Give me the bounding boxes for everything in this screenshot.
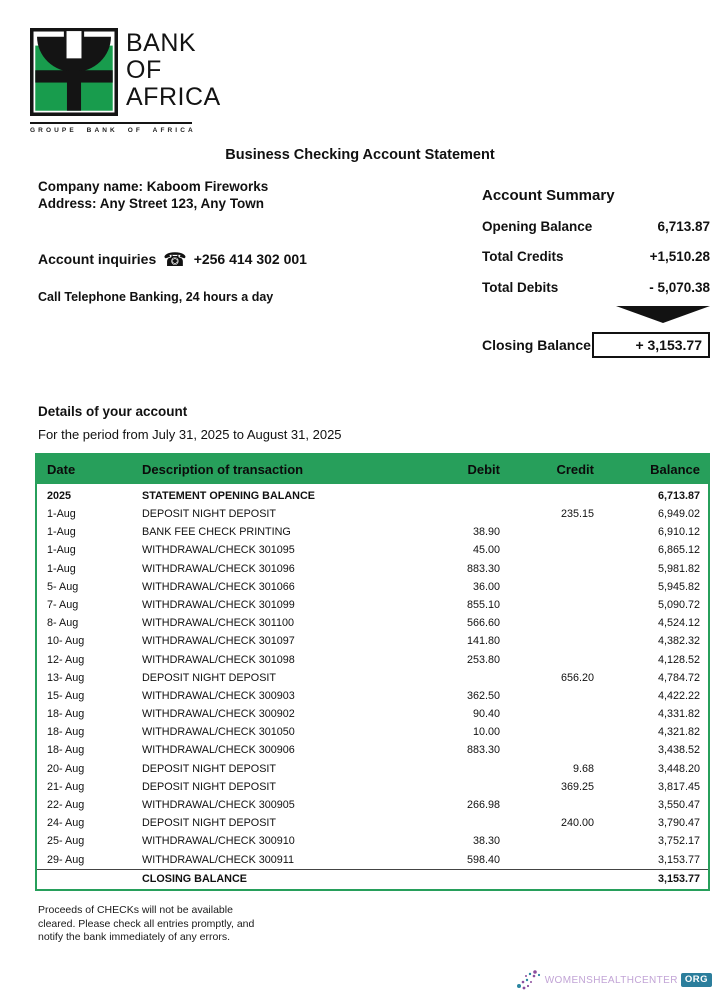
table-row (37, 723, 708, 741)
cell-credit: 369.25 (560, 780, 594, 793)
telephone-banking-line: Call Telephone Banking, 24 hours a day (38, 290, 274, 304)
cell-date: 13- Aug (47, 671, 85, 684)
bank-name-line3: AFRICA (126, 83, 221, 111)
cell-debit: 90.40 (472, 708, 500, 721)
table-row (37, 560, 708, 578)
statement-period: For the period from July 31, 2025 to August 31, 2025 (38, 427, 342, 442)
arrow-down-icon (616, 306, 710, 323)
cell-date: 21- Aug (47, 780, 85, 793)
cell-credit (502, 632, 602, 650)
summary-row (482, 279, 710, 296)
cell-credit (502, 523, 602, 541)
cell-debit: 362.50 (466, 689, 500, 702)
cell-date: 15- Aug (47, 689, 85, 702)
cell-debit: 36.00 (472, 580, 500, 593)
summary-row-label: Total Credits (482, 249, 564, 264)
table-row (37, 651, 708, 669)
cell-credit (502, 541, 602, 559)
cell-debit (407, 669, 502, 687)
cell-balance: 3,550.47 (657, 799, 700, 811)
summary-row-label: Total Debits (482, 279, 559, 295)
cell-date: 12- Aug (47, 653, 85, 666)
cell-credit (502, 578, 602, 596)
cell-credit: 235.15 (560, 508, 594, 520)
cell-balance: 3,752.17 (657, 835, 700, 848)
cell-balance: 3,153.77 (657, 872, 700, 885)
cell-debit: 141.80 (466, 635, 500, 648)
bank-name (126, 30, 221, 111)
table-row (37, 578, 708, 596)
notice-line: Proceeds of CHECKs will not be available (38, 904, 233, 916)
column-header-debit: Debit (467, 462, 500, 477)
cell-debit: 855.10 (466, 598, 500, 611)
table-row (37, 741, 708, 759)
company-name: Company name: Kaboom Fireworks (38, 179, 269, 194)
account-summary-rows (482, 218, 710, 296)
cell-description: CLOSING BALANCE (142, 872, 247, 885)
bank-of-africa-logo-icon (30, 28, 118, 116)
summary-row-label: Opening Balance (482, 218, 593, 234)
cell-date: 20- Aug (47, 762, 85, 775)
column-header-date: Date (47, 462, 76, 477)
cell-description: WITHDRAWAL/CHECK 301099 (142, 598, 295, 611)
cell-debit (407, 487, 502, 505)
inquiries-phone-number: +256 414 302 001 (193, 251, 307, 267)
cell-credit (502, 796, 602, 814)
table-row (37, 596, 708, 614)
watermark (516, 969, 712, 991)
cell-balance: 4,331.82 (657, 708, 700, 721)
cell-balance: 3,790.47 (657, 817, 700, 830)
cell-balance: 5,090.72 (657, 598, 700, 611)
cell-credit (502, 851, 602, 869)
cell-date: 18- Aug (47, 726, 85, 739)
cell-date: 1-Aug (47, 526, 76, 539)
brand-tagline: GROUPE BANK OF AFRICA (30, 127, 196, 134)
cell-credit (502, 560, 602, 578)
table-row (37, 669, 708, 687)
closing-balance-label: Closing Balance (482, 336, 591, 353)
cell-description: WITHDRAWAL/CHECK 300905 (142, 799, 295, 811)
table-row (37, 851, 708, 869)
cell-description: WITHDRAWAL/CHECK 301097 (142, 635, 295, 648)
table-row (37, 541, 708, 559)
customer-info (38, 179, 268, 212)
table-row (37, 705, 708, 723)
cell-date (37, 870, 137, 889)
cell-debit (407, 814, 502, 832)
cell-balance: 6,910.12 (657, 526, 700, 539)
cell-balance: 4,422.22 (657, 689, 700, 702)
cell-balance: 3,438.52 (657, 744, 700, 757)
cell-date: 22- Aug (47, 799, 85, 811)
transactions-table-header (37, 455, 708, 484)
cell-date: 8- Aug (47, 617, 79, 630)
cell-credit (502, 596, 602, 614)
cell-balance: 6,713.87 (657, 490, 700, 502)
bank-name-line1: BANK (126, 29, 197, 57)
notice-line: notify the bank immediately of any errors. (38, 931, 231, 943)
cell-debit (407, 778, 502, 796)
account-summary (482, 187, 710, 358)
cell-balance: 3,448.20 (657, 762, 700, 775)
cell-date: 25- Aug (47, 835, 85, 848)
company-address: Address: Any Street 123, Any Town (38, 195, 265, 211)
bank-brand (30, 28, 230, 134)
cell-description: DEPOSIT NIGHT DEPOSIT (142, 780, 276, 793)
summary-row-value: 6,713.87 (657, 218, 710, 234)
table-row (37, 760, 708, 778)
cell-credit (502, 741, 602, 759)
cell-description: WITHDRAWAL/CHECK 301095 (142, 544, 295, 557)
summary-row-value: +1,510.28 (649, 249, 710, 264)
cell-credit: 9.68 (572, 762, 594, 775)
cell-debit: 38.30 (472, 835, 500, 848)
cell-debit (407, 870, 502, 889)
cell-credit: 656.20 (560, 671, 594, 684)
cell-balance: 6,865.12 (657, 544, 700, 557)
table-row (37, 869, 708, 889)
cell-balance: 5,945.82 (657, 580, 700, 593)
cell-date: 18- Aug (47, 744, 85, 757)
closing-balance-value: + 3,153.77 (592, 332, 710, 358)
cell-date: 7- Aug (47, 598, 79, 611)
cell-description: WITHDRAWAL/CHECK 300902 (142, 708, 295, 721)
summary-row (482, 248, 710, 265)
cell-debit (407, 505, 502, 523)
column-header-description: Description of transaction (142, 462, 304, 477)
cell-debit: 598.40 (466, 853, 500, 866)
cell-debit: 266.98 (466, 799, 500, 811)
table-row (37, 832, 708, 850)
cell-balance: 4,784.72 (657, 671, 700, 684)
cell-description: DEPOSIT NIGHT DEPOSIT (142, 671, 276, 684)
cell-credit (502, 687, 602, 705)
cell-date: 29- Aug (47, 853, 85, 866)
column-header-balance: Balance (650, 462, 700, 477)
cell-description: DEPOSIT NIGHT DEPOSIT (142, 762, 276, 775)
cell-debit: 883.30 (466, 562, 500, 575)
table-row (37, 523, 708, 541)
account-inquiries-label: Account inquiries (38, 251, 157, 267)
bank-name-line2: OF (126, 56, 162, 84)
column-header-credit: Credit (556, 462, 594, 477)
summary-row-value: - 5,070.38 (649, 279, 710, 295)
notice-line: cleared. Please check all entries promptly, and (38, 917, 255, 930)
cell-date: 10- Aug (47, 635, 85, 648)
watermark-org-badge: ORG (681, 973, 712, 988)
cell-credit (502, 832, 602, 850)
cell-debit (407, 760, 502, 778)
phone-icon: ☎ (163, 250, 187, 271)
cell-description: WITHDRAWAL/CHECK 300911 (142, 853, 294, 866)
transactions-table (35, 453, 710, 891)
cell-credit (502, 651, 602, 669)
table-row (37, 778, 708, 796)
cell-debit: 10.00 (472, 726, 500, 739)
table-row (37, 505, 708, 523)
cell-date: 18- Aug (47, 708, 85, 721)
cell-credit (502, 723, 602, 741)
cell-date: 5- Aug (47, 580, 79, 593)
cell-balance: 3,817.45 (657, 780, 700, 793)
cell-credit (502, 614, 602, 632)
cell-description: BANK FEE CHECK PRINTING (142, 526, 291, 539)
cell-balance: 5,981.82 (657, 562, 700, 575)
cell-description: WITHDRAWAL/CHECK 301050 (142, 726, 295, 739)
transactions-table-body (37, 484, 708, 889)
swirl-dots-icon (516, 969, 542, 991)
cell-debit: 883.30 (466, 744, 500, 757)
account-inquiries-line (38, 249, 307, 272)
cell-date: 1-Aug (47, 544, 76, 557)
cell-description: WITHDRAWAL/CHECK 300910 (142, 835, 295, 848)
cell-debit: 253.80 (466, 653, 500, 666)
table-row (37, 687, 708, 705)
cell-debit: 38.90 (472, 526, 500, 539)
summary-row (482, 218, 710, 235)
table-row (37, 796, 708, 814)
cell-date: 2025 (47, 490, 72, 502)
cell-credit: 240.00 (560, 817, 594, 830)
statement-title: Business Checking Account Statement (225, 147, 495, 163)
cell-balance: 4,382.32 (657, 635, 700, 648)
cell-debit: 566.60 (466, 617, 500, 630)
closing-balance-row (482, 332, 710, 358)
cell-balance: 3,153.77 (657, 853, 700, 866)
cell-description: WITHDRAWAL/CHECK 301098 (142, 653, 295, 666)
cell-credit (502, 487, 602, 505)
cell-description: STATEMENT OPENING BALANCE (142, 490, 315, 502)
cell-credit (502, 870, 602, 889)
details-heading: Details of your account (38, 404, 188, 419)
cell-balance: 4,128.52 (657, 653, 700, 666)
cell-description: WITHDRAWAL/CHECK 300903 (142, 689, 295, 702)
table-row (37, 484, 708, 505)
table-row (37, 614, 708, 632)
cell-description: DEPOSIT NIGHT DEPOSIT (142, 817, 276, 830)
cell-date: 24- Aug (47, 817, 85, 830)
cell-balance: 4,524.12 (657, 617, 700, 630)
cell-date: 1-Aug (47, 562, 76, 575)
account-summary-heading: Account Summary (482, 187, 615, 204)
cell-date: 1-Aug (47, 508, 76, 520)
footer-notice (38, 904, 254, 945)
watermark-text: WOMENSHEALTHCENTER (544, 974, 678, 986)
cell-balance: 6,949.02 (657, 508, 700, 520)
cell-description: WITHDRAWAL/CHECK 300906 (142, 744, 295, 757)
cell-description: WITHDRAWAL/CHECK 301066 (142, 580, 295, 593)
cell-debit: 45.00 (472, 544, 500, 557)
cell-description: WITHDRAWAL/CHECK 301096 (142, 562, 295, 575)
table-row (37, 814, 708, 832)
cell-description: WITHDRAWAL/CHECK 301100 (142, 617, 294, 630)
brand-divider (30, 122, 192, 124)
cell-description: DEPOSIT NIGHT DEPOSIT (142, 508, 276, 520)
table-row (37, 632, 708, 650)
cell-balance: 4,321.82 (657, 726, 700, 739)
cell-credit (502, 705, 602, 723)
